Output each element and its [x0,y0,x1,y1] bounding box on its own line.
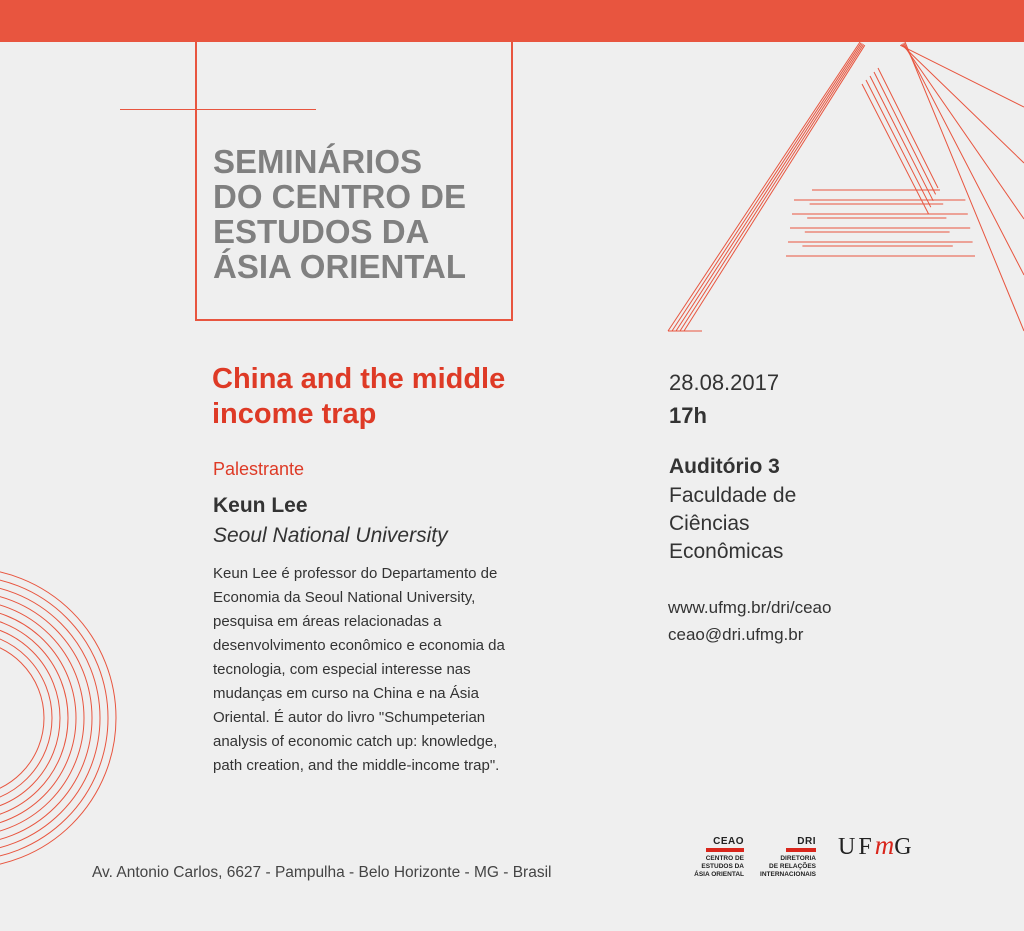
series-title-line: DO CENTRO DE [213,178,467,215]
decorative-circle [0,592,92,844]
ufmg-logo-letter: G [894,834,915,860]
letter-a-stroke [903,44,1024,219]
letter-a-stroke [870,76,933,201]
letter-a-stroke [680,44,864,331]
event-date: 28.08.2017 [669,370,780,395]
dri-logo-bar [786,848,816,852]
bio-line: pesquisa em áreas relacionadas a [213,613,442,630]
letter-a-stroke [668,42,860,331]
ufmg-logo-letter: m [874,830,895,860]
bio-line: desenvolvimento econômico e economia da [213,637,505,654]
bio-line: mudanças em curso na China e na Ásia [213,685,479,702]
letter-a-stroke [878,68,938,188]
venue-place-line: Ciências [669,512,750,535]
bio-line: Economia da Seoul National University, [213,589,476,606]
talk-title-line: China and the middle [212,363,506,395]
event-time: 17h [669,403,707,428]
bio-line: path creation, and the middle-income trap". [213,757,500,774]
letter-a-stroke [904,43,1024,275]
bio-line: Oriental. É autor do livro "Schumpeterian [213,709,486,726]
series-title [213,144,513,284]
ceao-logo-text: ESTUDOS DA [701,863,744,870]
talk-title-line: income trap [212,398,377,430]
dri-logo-text: DIRETORIA [780,855,816,862]
bio-line: tecnologia, com especial interesse nas [213,661,471,678]
series-title-line: ESTUDOS DA [213,213,430,250]
venue-place [669,482,796,566]
letter-a-stroke [672,43,861,331]
ufmg-logo-letter: F [858,834,875,860]
address: Av. Antonio Carlos, 6627 - Pampulha - Belo Horizonte - MG - Brasil [92,864,552,881]
ceao-logo-text: CENTRO DE [705,855,744,862]
speaker-affiliation: Seoul National University [213,524,448,547]
decorative-circle [0,640,44,796]
website-link[interactable]: www.ufmg.br/dri/ceao [668,598,832,617]
talk-title [212,362,612,432]
speaker-name: Keun Lee [213,494,308,517]
bio-line: Keun Lee é professor do Departamento de [213,565,498,582]
series-title-line: SEMINÁRIOS [213,143,423,180]
decorative-circle [0,616,68,820]
decorative-circle [0,624,60,812]
letter-a-stroke [874,72,936,194]
email-link[interactable]: ceao@dri.ufmg.br [668,625,804,644]
ceao-logo-abbr: CEAO [713,836,744,847]
ceao-logo [690,836,744,879]
letter-a-stroke [676,44,862,331]
bio-line: analysis of economic catch up: knowledge, [213,733,498,750]
dri-logo-abbr: DRI [797,836,816,847]
letter-a-stroke [905,42,1024,331]
series-title-line: ÁSIA ORIENTAL [213,248,466,285]
decorative-circle [0,568,116,868]
horizontal-divider [120,109,316,110]
letter-a-stroke [684,45,865,331]
dri-logo-text: INTERNACIONAIS [760,871,816,878]
outlined-letter-a-decoration [668,42,1024,331]
ceao-logo-text: ÁSIA ORIENTAL [694,871,744,878]
letter-a-stroke [901,44,1024,163]
ceao-logo-bar [706,848,744,852]
venue-place-line: Econômicas [669,540,784,563]
decorative-circle [0,608,76,828]
venue-place-line: Faculdade de [669,484,797,507]
venue-room: Auditório 3 [669,455,780,478]
speaker-label: Palestrante [213,459,305,479]
ufmg-logo [838,830,915,861]
dri-logo-text: DE RELAÇÕES [769,863,816,870]
ufmg-logo-letter: U [838,834,859,860]
concentric-circles-decoration [0,568,116,868]
letter-a-stroke [866,80,931,207]
dri-logo [760,836,816,879]
speaker-bio [213,562,553,778]
